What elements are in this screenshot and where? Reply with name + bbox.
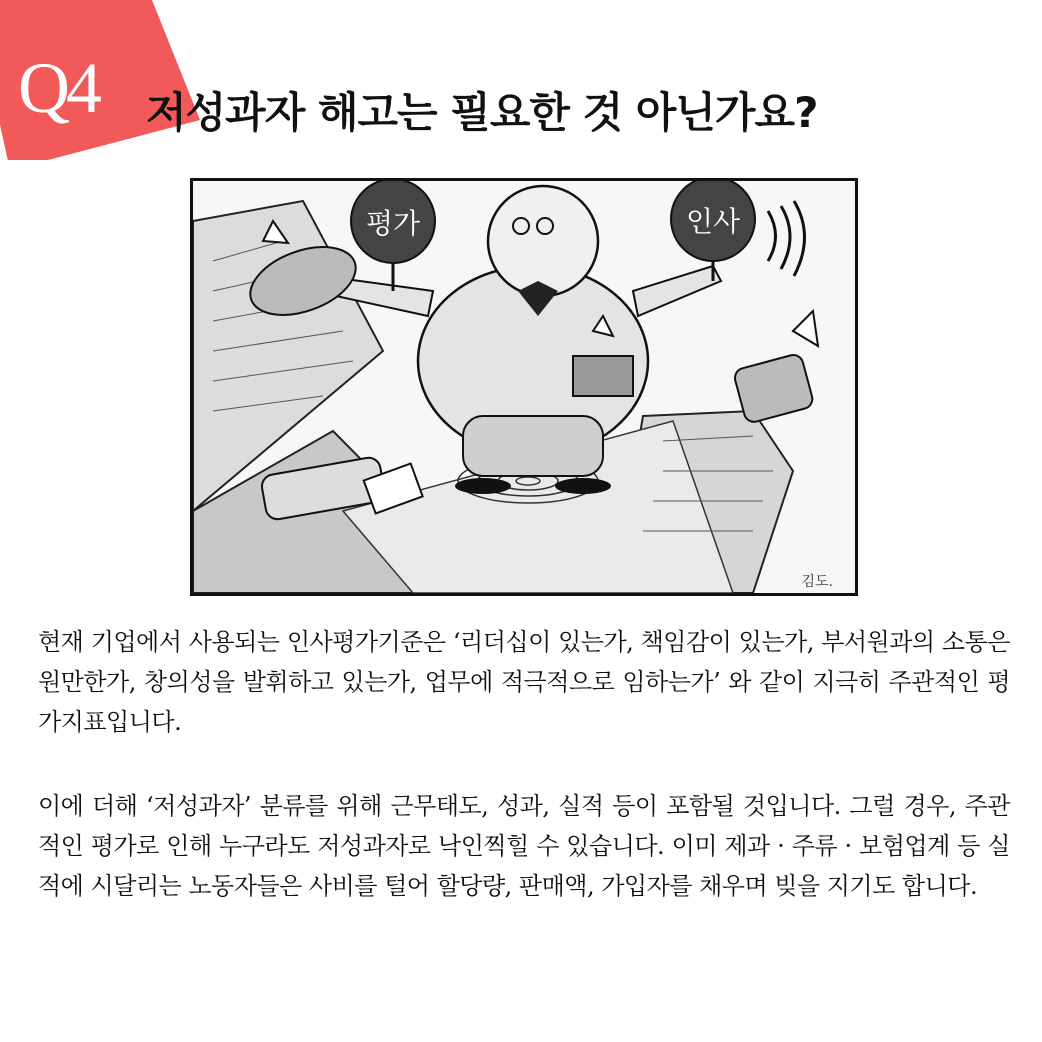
question-number-badge: Q4 xyxy=(18,48,98,128)
motion-lines-right xyxy=(768,201,805,276)
sign-evaluation-label: 평가 xyxy=(365,207,421,240)
cartoon-illustration xyxy=(190,178,858,596)
boss-shoe-right xyxy=(555,478,611,494)
worker-right-falling xyxy=(733,311,818,424)
boss-head xyxy=(488,186,598,296)
cartoon-drawing xyxy=(193,181,855,593)
sign-personnel-label: 인사 xyxy=(685,205,741,238)
boss-shoe-left xyxy=(455,478,511,494)
artist-signature: 김도. xyxy=(801,574,833,590)
boss-arm-right xyxy=(633,266,721,316)
boss-legs xyxy=(463,416,603,476)
page-title: 저성과자 해고는 필요한 것 아닌가요? xyxy=(146,88,818,137)
paragraph-evaluation-criteria: 현재 기업에서 사용되는 인사평가기준은 ‘리더십이 있는가, 책임감이 있는가, 부서원과의 소통은 원만한가, 창의성을 발휘하고 있는가, 업무에 적극적으로 임하는가’ 와 같이 지극히 주관적인 평가지표입니다. xyxy=(38,628,1010,736)
paragraph-low-performer: 이에 더해 ‘저성과자’ 분류를 위해 근무태도, 성과, 실적 등이 포함될 것입니다. 그럴 경우, 주관적인 평가로 인해 누구라도 저성과자로 낙인찍힐 수 있습니다. 이미 제과 · 주류 · 보험업계 등 실적에 시달리는 노동자들은 사비를 털어 할당량, 판매액, 가입자를 채우며 빚을 지기도 합니다. xyxy=(38,792,1010,900)
